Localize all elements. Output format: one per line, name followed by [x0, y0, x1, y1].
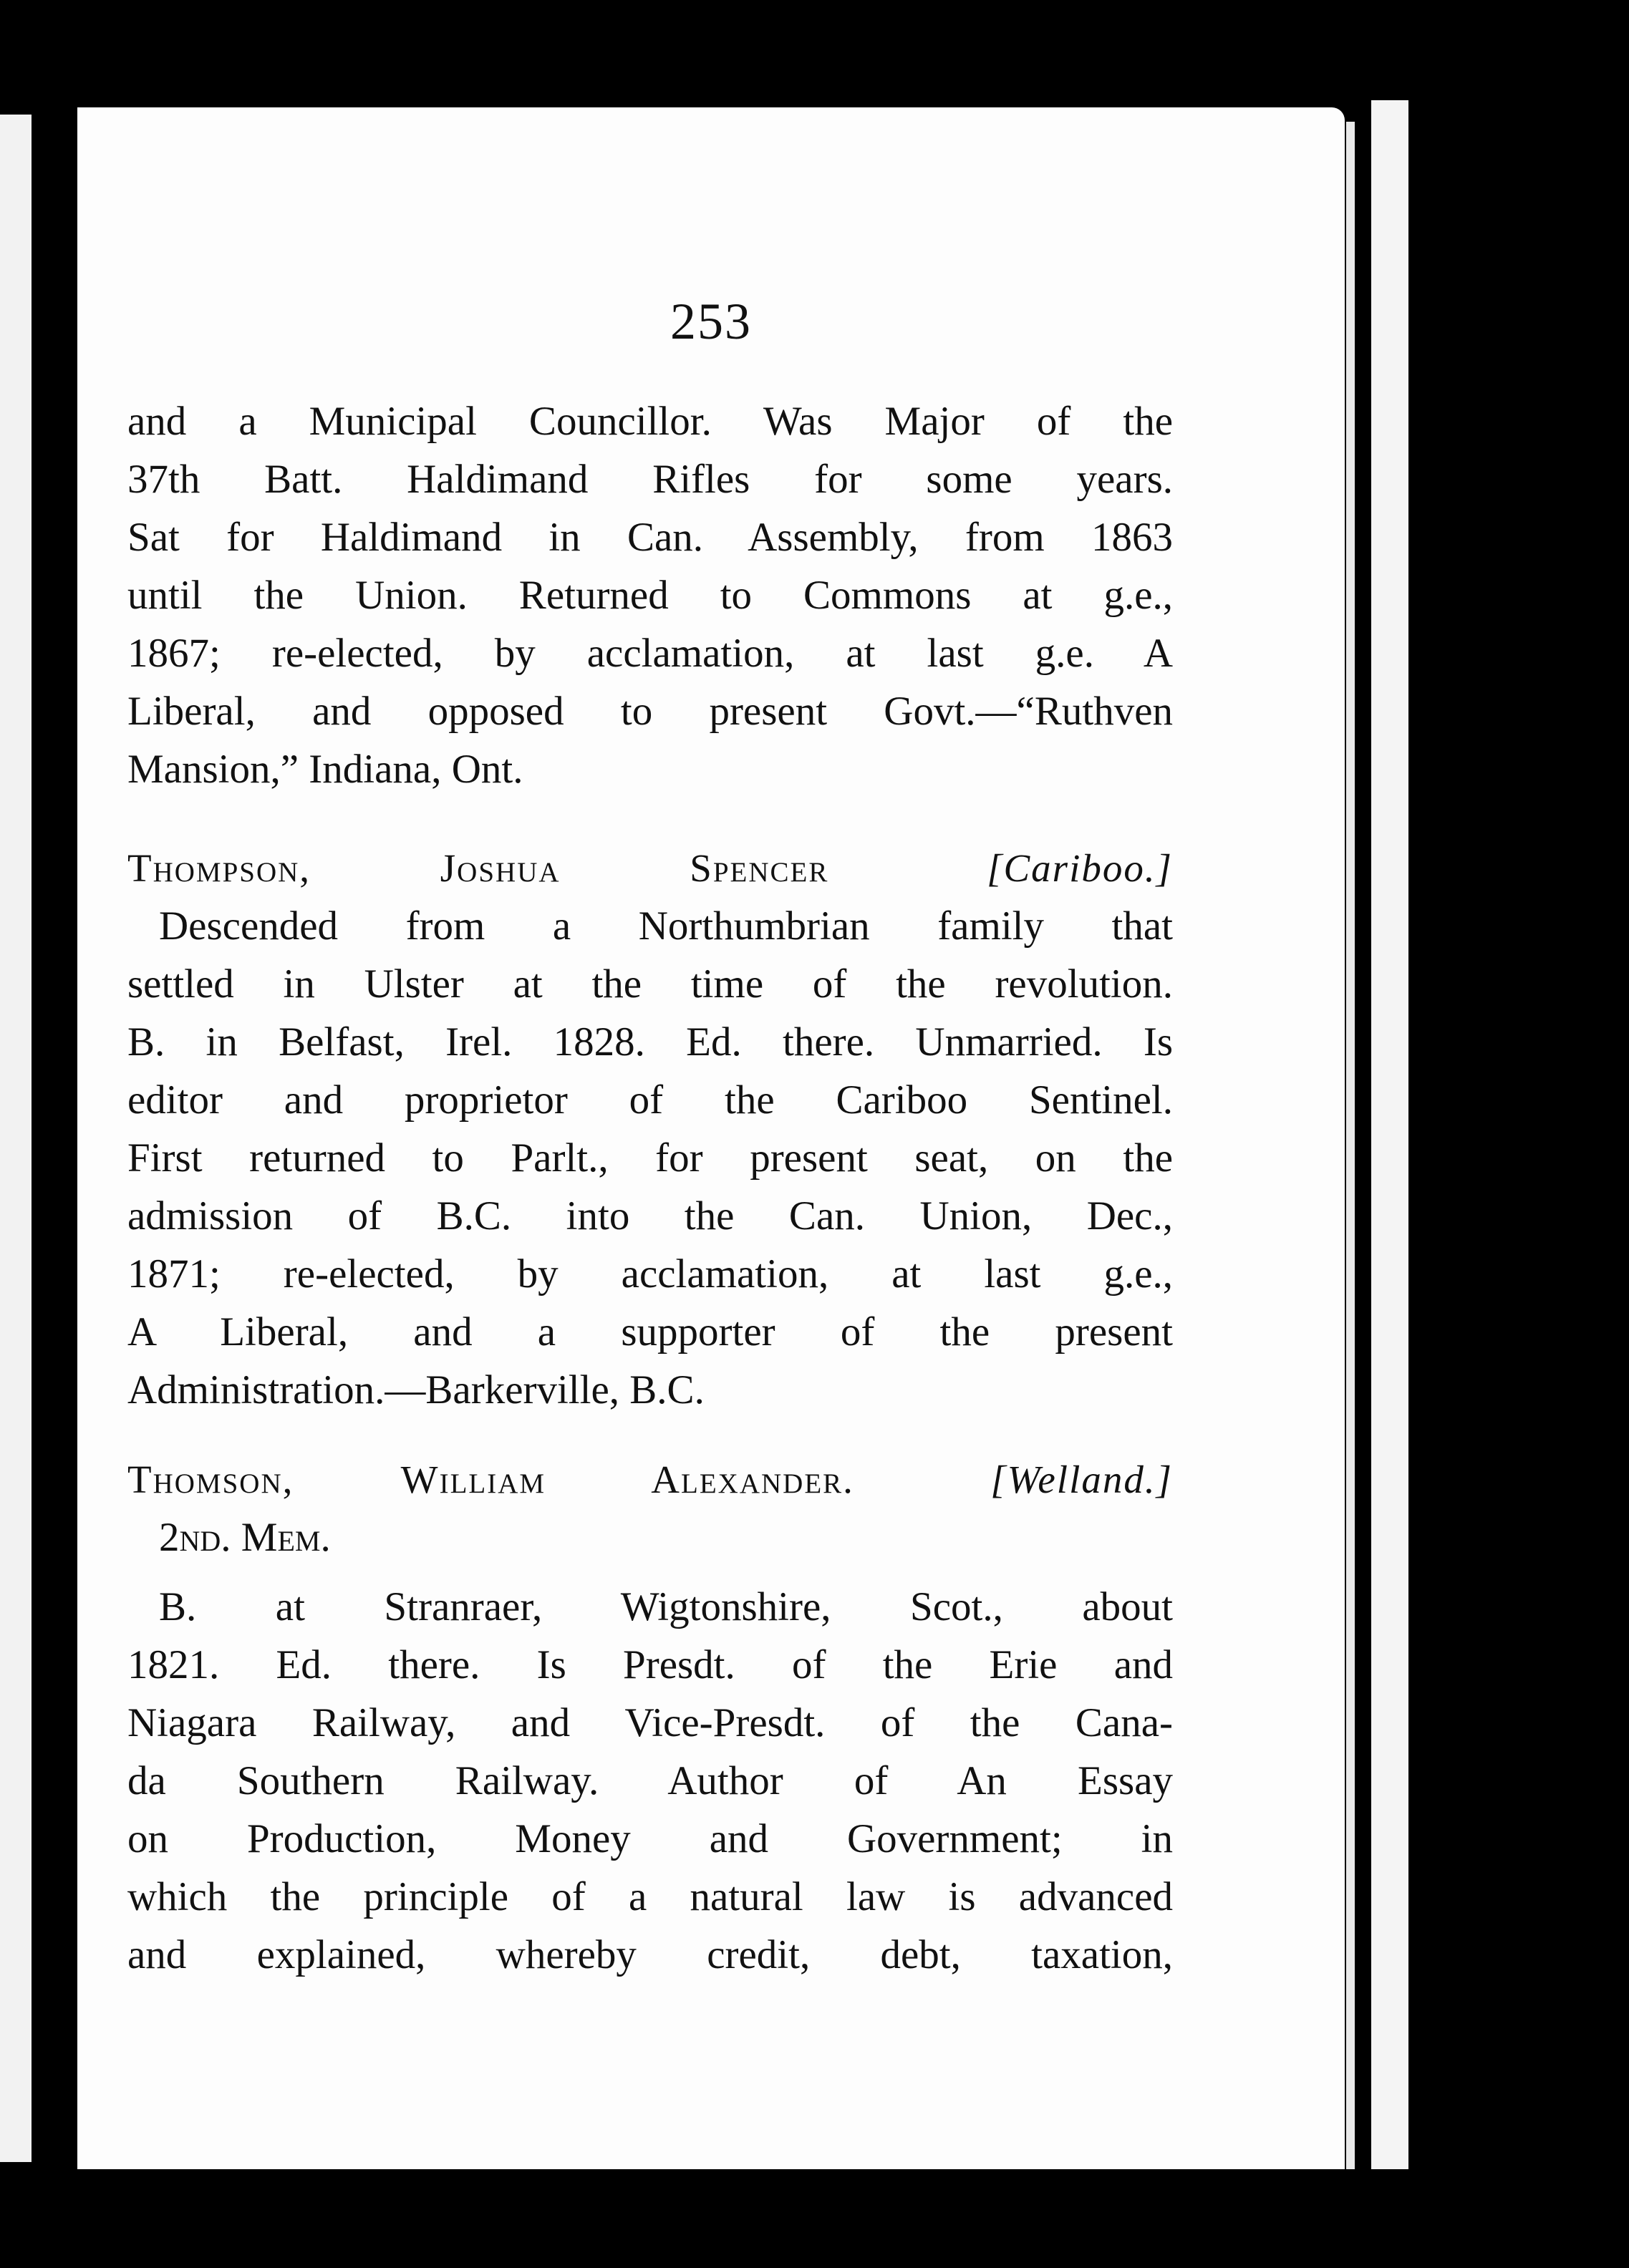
entry-heading — [127, 1450, 1173, 1508]
entry-constituency: [Cariboo.] — [987, 846, 1174, 890]
continuation-paragraph — [127, 392, 1173, 798]
text-line: 1821. Ed. there. Is Presdt. of the Erie and — [127, 1642, 1173, 1687]
entry-name: Thomson, William Alexander. — [127, 1458, 854, 1501]
text-line: admission of B.C. into the Can. Union, Dec., — [127, 1193, 1173, 1239]
text-line: which the principle of a natural law is advanced — [127, 1874, 1173, 1919]
text-line: editor and proprietor of the Cariboo Sentinel. — [127, 1077, 1173, 1123]
text-line: B. at Stranraer, Wigtonshire, Scot., about — [159, 1584, 1173, 1629]
right-binding-edge — [1346, 122, 1355, 2169]
text-line: on Production, Money and Government; in — [127, 1816, 1173, 1861]
text-line: Niagara Railway, and Vice-Presdt. of the Cana- — [127, 1700, 1173, 1745]
text-line: Liberal, and opposed to present Govt.—“Ruthven — [127, 689, 1173, 734]
text-line: Administration.—Barkerville, B.C. — [127, 1367, 705, 1412]
text-line: First returned to Parlt., for present seat, on the — [127, 1135, 1173, 1181]
text-line: Descended from a Northumbrian family that — [159, 903, 1173, 949]
text-line: and a Municipal Councillor. Was Major of the — [127, 399, 1173, 444]
text-line: settled in Ulster at the time of the revolution. — [127, 961, 1173, 1007]
text-line: Mansion,” Indiana, Ont. — [127, 747, 523, 792]
entry-subheading: 2nd. Mem. — [159, 1515, 331, 1560]
entry-heading — [127, 839, 1173, 897]
left-page-edge — [0, 115, 32, 2162]
page-number: 253 — [670, 293, 752, 350]
right-page-edge — [1371, 100, 1408, 2169]
text-line: B. in Belfast, Irel. 1828. Ed. there. Unmarried. Is — [127, 1019, 1173, 1065]
text-line: 1867; re-elected, by acclamation, at last g.e. A — [127, 631, 1173, 676]
text-line: until the Union. Returned to Commons at g.e., — [127, 573, 1173, 618]
text-line: 37th Batt. Haldimand Rifles for some years. — [127, 457, 1173, 502]
text-line: and explained, whereby credit, debt, taxation, — [127, 1932, 1173, 1977]
entry-name: Thompson, Joshua Spencer — [127, 846, 829, 890]
book-page — [77, 107, 1345, 2169]
entry-thompson — [127, 839, 1173, 1419]
text-line: da Southern Railway. Author of An Essay — [127, 1758, 1173, 1803]
text-line: 1871; re-elected, by acclamation, at last g.e., — [127, 1251, 1173, 1297]
text-line: A Liberal, and a supporter of the present — [127, 1309, 1173, 1354]
entry-thomson — [127, 1450, 1173, 1984]
entry-constituency: [Welland.] — [990, 1458, 1174, 1501]
text-line: Sat for Haldimand in Can. Assembly, from 1863 — [127, 515, 1173, 560]
